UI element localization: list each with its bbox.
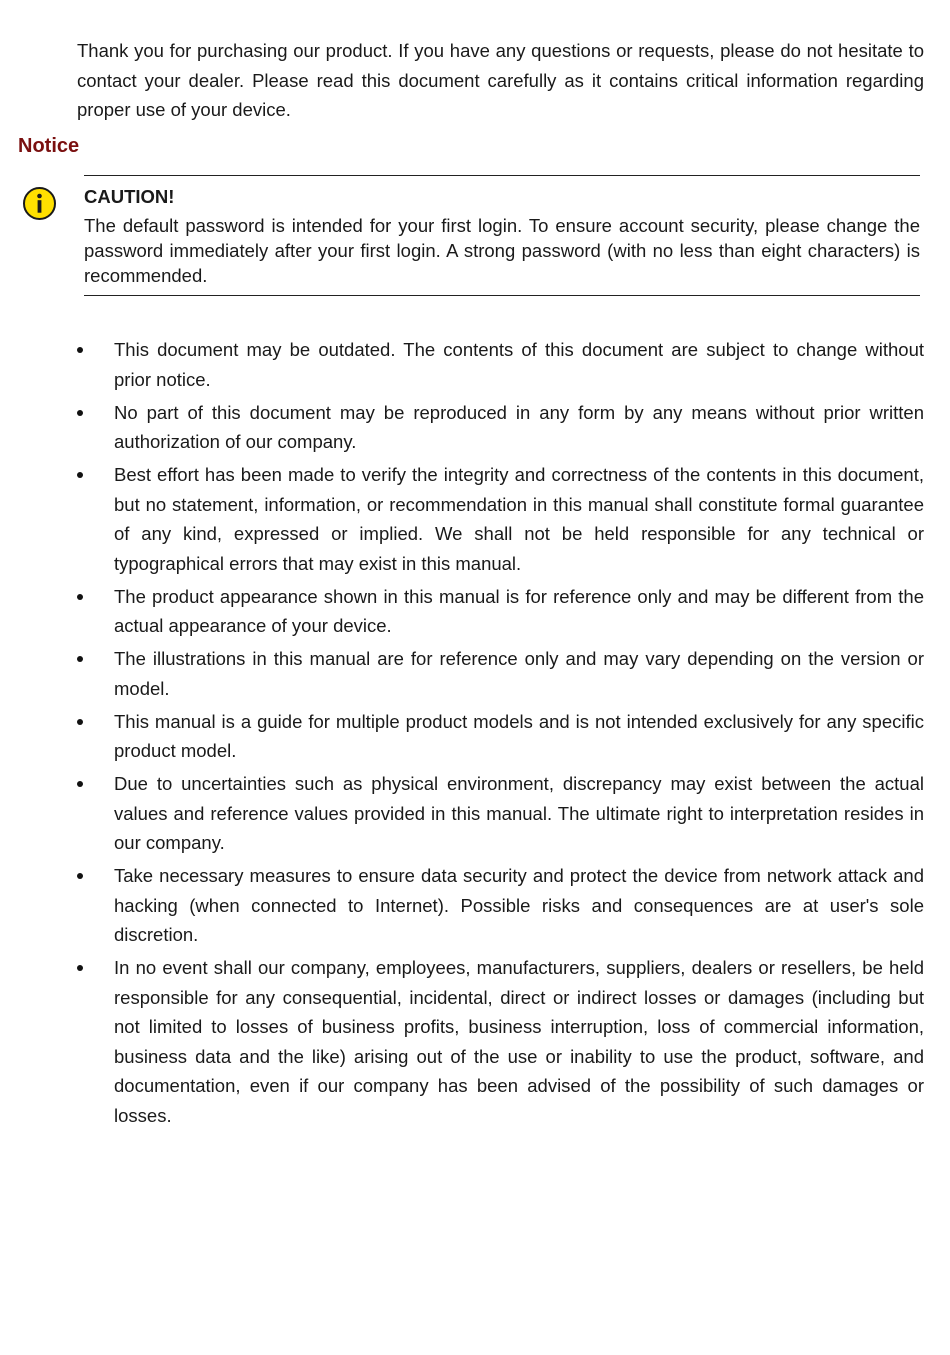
list-item xyxy=(77,335,924,394)
list-item xyxy=(77,953,924,1130)
notice-heading: Notice xyxy=(18,135,80,157)
list-item-text: Take necessary measures to ensure data security and protect the device from network attack and hacking (when connected to Internet). Possible risks and consequences are at user's sole discretion. xyxy=(114,865,924,945)
list-item-text: Best effort has been made to verify the integrity and correctness of the contents in this document, but no statement, information, or recommendation in this manual shall constitute formal guarantee of any kind, expressed or implied. We shall not be held responsible for any technical or typographical errors that may exist in this manual. xyxy=(114,464,924,574)
bullet-icon xyxy=(77,719,83,725)
bullet-icon xyxy=(77,594,83,600)
bullet-icon xyxy=(77,410,83,416)
list-item xyxy=(77,398,924,457)
bullet-icon xyxy=(77,656,83,662)
notice-list xyxy=(77,335,924,1134)
list-item-text: In no event shall our company, employees, manufacturers, suppliers, dealers or resellers, be held responsible for any consequential, incidental, direct or indirect losses or damages (including but not limited to losses of business profits, business interruption, loss of commercial information, business data and the like) arising out of the use or inability to use the product, software, and documentation, even if our company has been advised of the possibility of such damages or losses. xyxy=(114,957,924,1126)
list-item-text: The illustrations in this manual are for reference only and may vary depending on the version or model. xyxy=(114,648,924,699)
list-item-text: No part of this document may be reproduced in any form by any means without prior written authorization of our company. xyxy=(114,401,924,452)
list-item xyxy=(77,707,924,766)
caution-title: CAUTION! xyxy=(84,186,175,207)
list-item-text: This manual is a guide for multiple product models and is not intended exclusively for any specific product model. xyxy=(114,710,924,761)
bullet-icon xyxy=(77,965,83,971)
list-item xyxy=(77,460,924,578)
intro-paragraph: Thank you for purchasing our product. If you have any questions or requests, please do not hesitate to contact your dealer. Please read this document carefully as it contains critical information regarding proper use of your device. xyxy=(77,40,924,120)
list-item-text: This document may be outdated. The contents of this document are subject to change without prior notice. xyxy=(114,339,924,390)
list-item xyxy=(77,644,924,703)
list-item xyxy=(77,582,924,641)
list-item-text: The product appearance shown in this manual is for reference only and may be different from the actual appearance of your device. xyxy=(114,585,924,636)
bullet-icon xyxy=(77,347,83,353)
caution-text: The default password is intended for your first login. To ensure account security, please change the password immediately after your first login. A strong password (with no less than eight characters) is recommended. xyxy=(84,215,920,286)
list-item-text: Due to uncertainties such as physical environment, discrepancy may exist between the actual values and reference values provided in this manual. The ultimate right to interpretation resides in our company. xyxy=(114,773,924,853)
caution-box xyxy=(84,175,920,296)
list-item xyxy=(77,861,924,950)
list-item xyxy=(77,769,924,858)
bullet-icon xyxy=(77,781,83,787)
bullet-icon xyxy=(77,873,83,879)
info-icon xyxy=(22,186,57,221)
bullet-icon xyxy=(77,472,83,478)
